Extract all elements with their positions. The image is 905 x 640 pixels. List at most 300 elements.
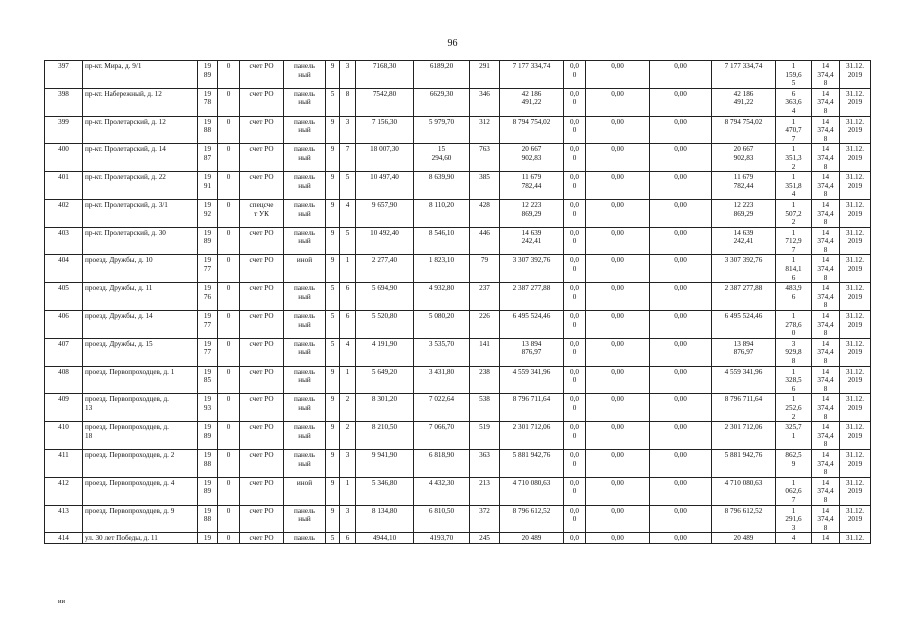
row-number: 408 [45,366,83,394]
row-number: 407 [45,338,83,366]
address-cell: проезд. Дружбы, д. 11 [83,283,198,311]
entrances-cell: 3 [340,505,356,533]
limit-cost-cell: 14 374,4 8 [812,394,840,422]
address-cell: проезд. Первопроходцев, д. 4 [83,477,198,505]
wall-material-cell: панель ный [284,311,326,339]
funds-1-cell: 0,00 [586,199,650,227]
account-cell: счет РО [240,505,284,533]
address-cell: проезд. Первопроходцев, д. 18 [83,422,198,450]
deadline-cell: 31.12. 2019 [840,394,871,422]
account-cell: счет РО [240,394,284,422]
owners-funds-cell: 11 679 782,44 [712,172,776,200]
zero-amount-cell: 0,0 0 [564,116,586,144]
entrances-cell: 5 [340,172,356,200]
zero-cell: 0 [218,366,240,394]
deadline-cell: 31.12. 2019 [840,144,871,172]
funds-1-cell: 0,00 [586,227,650,255]
total-area-cell: 4944,10 [356,533,414,544]
funds-1-cell: 0,00 [586,505,650,533]
year-cell: 19 93 [198,394,218,422]
owners-funds-cell: 13 894 876,97 [712,338,776,366]
limit-cost-cell: 14 374,4 8 [812,255,840,283]
floors-cell: 5 [326,283,340,311]
wall-material-cell: иной [284,255,326,283]
unit-cost-cell: 325,7 1 [776,422,812,450]
wall-material-cell: панель ный [284,505,326,533]
living-area-cell: 6629,30 [414,88,470,116]
wall-material-cell: панель ный [284,199,326,227]
row-number: 399 [45,116,83,144]
funds-2-cell: 0,00 [650,311,712,339]
year-cell: 19 77 [198,255,218,283]
funds-1-cell: 0,00 [586,255,650,283]
unit-cost-cell: 1 159,6 5 [776,61,812,89]
floors-cell: 9 [326,477,340,505]
deadline-cell: 31.12. 2019 [840,61,871,89]
limit-cost-cell: 14 374,4 8 [812,88,840,116]
funds-2-cell: 0,00 [650,116,712,144]
total-area-cell: 7542,80 [356,88,414,116]
funds-1-cell: 0,00 [586,366,650,394]
year-cell: 19 85 [198,366,218,394]
account-cell: счет РО [240,255,284,283]
cost-cell: 8 794 754,02 [500,116,564,144]
residents-cell: 79 [470,255,500,283]
cost-cell: 7 177 334,74 [500,61,564,89]
account-cell: счет РО [240,88,284,116]
entrances-cell: 3 [340,449,356,477]
unit-cost-cell: 1 470,7 7 [776,116,812,144]
address-cell: пр-кт. Набережный, д. 12 [83,88,198,116]
account-cell: счет РО [240,283,284,311]
cost-cell: 14 639 242,41 [500,227,564,255]
residents-cell: 763 [470,144,500,172]
table-row [45,449,871,477]
funds-1-cell: 0,00 [586,533,650,544]
unit-cost-cell: 1 814,1 6 [776,255,812,283]
deadline-cell: 31.12. 2019 [840,88,871,116]
residents-cell: 141 [470,338,500,366]
entrances-cell: 1 [340,477,356,505]
address-cell: пр-кт. Пролетарский, д. 22 [83,172,198,200]
zero-amount-cell: 0,0 0 [564,199,586,227]
living-area-cell: 3 431,80 [414,366,470,394]
limit-cost-cell: 14 374,4 8 [812,505,840,533]
cost-cell: 4 559 341,96 [500,366,564,394]
residents-cell: 372 [470,505,500,533]
residents-cell: 237 [470,283,500,311]
owners-funds-cell: 7 177 334,74 [712,61,776,89]
account-cell: счет РО [240,533,284,544]
zero-amount-cell: 0,0 0 [564,366,586,394]
zero-amount-cell: 0,0 0 [564,422,586,450]
cost-cell: 8 796 612,52 [500,505,564,533]
row-number: 414 [45,533,83,544]
row-number: 406 [45,311,83,339]
deadline-cell: 31.12. [840,533,871,544]
zero-cell: 0 [218,394,240,422]
floors-cell: 9 [326,394,340,422]
wall-material-cell: иной [284,477,326,505]
living-area-cell: 15 294,60 [414,144,470,172]
address-cell: пр-кт. Пролетарский, д. 30 [83,227,198,255]
funds-1-cell: 0,00 [586,144,650,172]
total-area-cell: 8 301,20 [356,394,414,422]
deadline-cell: 31.12. 2019 [840,477,871,505]
account-cell: счет РО [240,449,284,477]
funds-2-cell: 0,00 [650,172,712,200]
cost-cell: 20 489 [500,533,564,544]
housing-registry-table [44,60,871,544]
limit-cost-cell: 14 374,4 8 [812,449,840,477]
funds-2-cell: 0,00 [650,338,712,366]
living-area-cell: 4193,70 [414,533,470,544]
deadline-cell: 31.12. 2019 [840,311,871,339]
table-row [45,505,871,533]
funds-1-cell: 0,00 [586,61,650,89]
table-row [45,394,871,422]
unit-cost-cell: 1 351,3 2 [776,144,812,172]
funds-1-cell: 0,00 [586,422,650,450]
limit-cost-cell: 14 374,4 8 [812,338,840,366]
total-area-cell: 5 694,90 [356,283,414,311]
owners-funds-cell: 42 186 491,22 [712,88,776,116]
address-cell: ул. 30 лет Победы, д. 11 [83,533,198,544]
table-row [45,477,871,505]
funds-2-cell: 0,00 [650,144,712,172]
entrances-cell: 1 [340,366,356,394]
total-area-cell: 5 346,80 [356,477,414,505]
deadline-cell: 31.12. 2019 [840,505,871,533]
owners-funds-cell: 14 639 242,41 [712,227,776,255]
account-cell: счет РО [240,61,284,89]
table-row [45,144,871,172]
account-cell: счет РО [240,477,284,505]
total-area-cell: 18 007,30 [356,144,414,172]
wall-material-cell: панель ный [284,422,326,450]
living-area-cell: 8 110,20 [414,199,470,227]
address-cell: проезд. Первопроходцев, д. 1 [83,366,198,394]
year-cell: 19 89 [198,227,218,255]
table-row [45,227,871,255]
deadline-cell: 31.12. 2019 [840,172,871,200]
entrances-cell: 5 [340,227,356,255]
funds-2-cell: 0,00 [650,88,712,116]
living-area-cell: 4 932,80 [414,283,470,311]
zero-cell: 0 [218,422,240,450]
zero-amount-cell: 0,0 0 [564,394,586,422]
limit-cost-cell: 14 374,4 8 [812,477,840,505]
floors-cell: 5 [326,338,340,366]
living-area-cell: 6189,20 [414,61,470,89]
zero-amount-cell: 0,0 0 [564,477,586,505]
owners-funds-cell: 2 301 712,06 [712,422,776,450]
table-row [45,255,871,283]
floors-cell: 9 [326,144,340,172]
table-row [45,338,871,366]
zero-cell: 0 [218,199,240,227]
table-row [45,422,871,450]
zero-amount-cell: 0,0 0 [564,283,586,311]
year-cell: 19 77 [198,338,218,366]
table-row [45,88,871,116]
table-row [45,172,871,200]
zero-cell: 0 [218,255,240,283]
year-cell: 19 78 [198,88,218,116]
owners-funds-cell: 5 881 942,76 [712,449,776,477]
total-area-cell: 8 134,80 [356,505,414,533]
limit-cost-cell: 14 374,4 8 [812,116,840,144]
owners-funds-cell: 8 796 711,64 [712,394,776,422]
table-body [45,61,871,544]
wall-material-cell: панель ный [284,283,326,311]
zero-amount-cell: 0,0 0 [564,449,586,477]
table-row [45,199,871,227]
total-area-cell: 9 941,90 [356,449,414,477]
row-number: 412 [45,477,83,505]
address-cell: пр-кт. Пролетарский, д. 14 [83,144,198,172]
limit-cost-cell: 14 374,4 8 [812,311,840,339]
funds-2-cell: 0,00 [650,394,712,422]
deadline-cell: 31.12. 2019 [840,422,871,450]
floors-cell: 9 [326,255,340,283]
address-cell: пр-кт. Пролетарский, д. 3/1 [83,199,198,227]
funds-1-cell: 0,00 [586,88,650,116]
zero-cell: 0 [218,172,240,200]
zero-amount-cell: 0,0 0 [564,144,586,172]
table-row [45,61,871,89]
floors-cell: 5 [326,533,340,544]
total-area-cell: 7168,30 [356,61,414,89]
floors-cell: 9 [326,172,340,200]
zero-cell: 0 [218,449,240,477]
year-cell: 19 89 [198,61,218,89]
wall-material-cell: панель ный [284,227,326,255]
deadline-cell: 31.12. 2019 [840,199,871,227]
living-area-cell: 5 979,70 [414,116,470,144]
entrances-cell: 6 [340,533,356,544]
year-cell: 19 77 [198,311,218,339]
row-number: 413 [45,505,83,533]
total-area-cell: 8 210,50 [356,422,414,450]
total-area-cell: 5 649,20 [356,366,414,394]
entrances-cell: 4 [340,338,356,366]
unit-cost-cell: 1 712,9 7 [776,227,812,255]
zero-cell: 0 [218,533,240,544]
deadline-cell: 31.12. 2019 [840,366,871,394]
owners-funds-cell: 20 667 902,83 [712,144,776,172]
limit-cost-cell: 14 374,4 8 [812,227,840,255]
funds-2-cell: 0,00 [650,61,712,89]
cost-cell: 12 223 869,29 [500,199,564,227]
living-area-cell: 3 535,70 [414,338,470,366]
limit-cost-cell: 14 374,4 8 [812,61,840,89]
funds-1-cell: 0,00 [586,394,650,422]
wall-material-cell: панель ный [284,366,326,394]
unit-cost-cell: 1 252,6 2 [776,394,812,422]
unit-cost-cell: 1 507,2 2 [776,199,812,227]
funds-2-cell: 0,00 [650,505,712,533]
limit-cost-cell: 14 [812,533,840,544]
residents-cell: 245 [470,533,500,544]
row-number: 409 [45,394,83,422]
floors-cell: 9 [326,116,340,144]
residents-cell: 428 [470,199,500,227]
deadline-cell: 31.12. 2019 [840,227,871,255]
owners-funds-cell: 8 794 754,02 [712,116,776,144]
zero-amount-cell: 0,0 0 [564,311,586,339]
floors-cell: 9 [326,199,340,227]
zero-cell: 0 [218,283,240,311]
living-area-cell: 6 810,50 [414,505,470,533]
unit-cost-cell: 862,5 9 [776,449,812,477]
living-area-cell: 4 432,30 [414,477,470,505]
deadline-cell: 31.12. 2019 [840,255,871,283]
address-cell: проезд. Дружбы, д. 15 [83,338,198,366]
unit-cost-cell: 483,9 6 [776,283,812,311]
year-cell: 19 76 [198,283,218,311]
total-area-cell: 2 277,40 [356,255,414,283]
total-area-cell: 10 492,40 [356,227,414,255]
zero-amount-cell: 0,0 0 [564,505,586,533]
year-cell: 19 92 [198,199,218,227]
entrances-cell: 3 [340,116,356,144]
funds-2-cell: 0,00 [650,255,712,283]
zero-cell: 0 [218,311,240,339]
year-cell: 19 89 [198,477,218,505]
floors-cell: 9 [326,422,340,450]
wall-material-cell: панель ный [284,172,326,200]
wall-material-cell: панель ный [284,144,326,172]
floors-cell: 9 [326,449,340,477]
living-area-cell: 5 080,20 [414,311,470,339]
row-number: 398 [45,88,83,116]
row-number: 403 [45,227,83,255]
deadline-cell: 31.12. 2019 [840,116,871,144]
funds-2-cell: 0,00 [650,477,712,505]
row-number: 404 [45,255,83,283]
wall-material-cell: панель ный [284,394,326,422]
zero-amount-cell: 0,0 0 [564,61,586,89]
account-cell: счет РО [240,172,284,200]
wall-material-cell: панель ный [284,338,326,366]
living-area-cell: 1 823,10 [414,255,470,283]
residents-cell: 346 [470,88,500,116]
year-cell: 19 88 [198,505,218,533]
row-number: 400 [45,144,83,172]
zero-amount-cell: 0,0 0 [564,255,586,283]
funds-1-cell: 0,00 [586,338,650,366]
living-area-cell: 8 546,10 [414,227,470,255]
owners-funds-cell: 20 489 [712,533,776,544]
entrances-cell: 6 [340,311,356,339]
total-area-cell: 5 520,80 [356,311,414,339]
row-number: 401 [45,172,83,200]
account-cell: счет РО [240,366,284,394]
unit-cost-cell: 1 328,5 6 [776,366,812,394]
year-cell: 19 87 [198,144,218,172]
address-cell: пр-кт. Пролетарский, д. 12 [83,116,198,144]
residents-cell: 213 [470,477,500,505]
row-number: 397 [45,61,83,89]
funds-1-cell: 0,00 [586,449,650,477]
account-cell: счет РО [240,144,284,172]
address-cell: пр-кт. Мира, д. 9/1 [83,61,198,89]
deadline-cell: 31.12. 2019 [840,338,871,366]
zero-amount-cell: 0,0 0 [564,227,586,255]
floors-cell: 9 [326,61,340,89]
zero-amount-cell: 0,0 0 [564,338,586,366]
wall-material-cell: панель [284,533,326,544]
living-area-cell: 8 639,90 [414,172,470,200]
total-area-cell: 7 156,30 [356,116,414,144]
limit-cost-cell: 14 374,4 8 [812,144,840,172]
zero-cell: 0 [218,227,240,255]
entrances-cell: 3 [340,61,356,89]
living-area-cell: 7 022,64 [414,394,470,422]
floors-cell: 9 [326,505,340,533]
cost-cell: 13 894 876,97 [500,338,564,366]
residents-cell: 385 [470,172,500,200]
funds-2-cell: 0,00 [650,449,712,477]
year-cell: 19 89 [198,422,218,450]
living-area-cell: 7 066,70 [414,422,470,450]
entrances-cell: 8 [340,88,356,116]
year-cell: 19 [198,533,218,544]
address-cell: проезд. Первопроходцев, д. 9 [83,505,198,533]
total-area-cell: 4 191,90 [356,338,414,366]
entrances-cell: 2 [340,394,356,422]
address-cell: проезд. Первопроходцев, д. 13 [83,394,198,422]
limit-cost-cell: 14 374,4 8 [812,366,840,394]
floors-cell: 9 [326,227,340,255]
unit-cost-cell: 4 [776,533,812,544]
zero-amount-cell: 0,0 0 [564,172,586,200]
owners-funds-cell: 2 387 277,88 [712,283,776,311]
limit-cost-cell: 14 374,4 8 [812,172,840,200]
residents-cell: 226 [470,311,500,339]
table-row [45,311,871,339]
unit-cost-cell: 1 278,6 0 [776,311,812,339]
owners-funds-cell: 3 307 392,76 [712,255,776,283]
zero-cell: 0 [218,477,240,505]
entrances-cell: 7 [340,144,356,172]
zero-cell: 0 [218,144,240,172]
floors-cell: 5 [326,311,340,339]
funds-1-cell: 0,00 [586,283,650,311]
cost-cell: 42 186 491,22 [500,88,564,116]
deadline-cell: 31.12. 2019 [840,449,871,477]
account-cell: счет РО [240,116,284,144]
zero-cell: 0 [218,61,240,89]
wall-material-cell: панель ный [284,449,326,477]
account-cell: спецсче т УК [240,199,284,227]
funds-1-cell: 0,00 [586,172,650,200]
zero-cell: 0 [218,505,240,533]
funds-2-cell: 0,00 [650,422,712,450]
cost-cell: 3 307 392,76 [500,255,564,283]
zero-amount-cell: 0,0 [564,533,586,544]
residents-cell: 519 [470,422,500,450]
account-cell: счет РО [240,422,284,450]
limit-cost-cell: 14 374,4 8 [812,283,840,311]
residents-cell: 363 [470,449,500,477]
unit-cost-cell: 3 929,8 8 [776,338,812,366]
floors-cell: 5 [326,88,340,116]
funds-2-cell: 0,00 [650,533,712,544]
address-cell: проезд. Первопроходцев, д. 2 [83,449,198,477]
deadline-cell: 31.12. 2019 [840,283,871,311]
